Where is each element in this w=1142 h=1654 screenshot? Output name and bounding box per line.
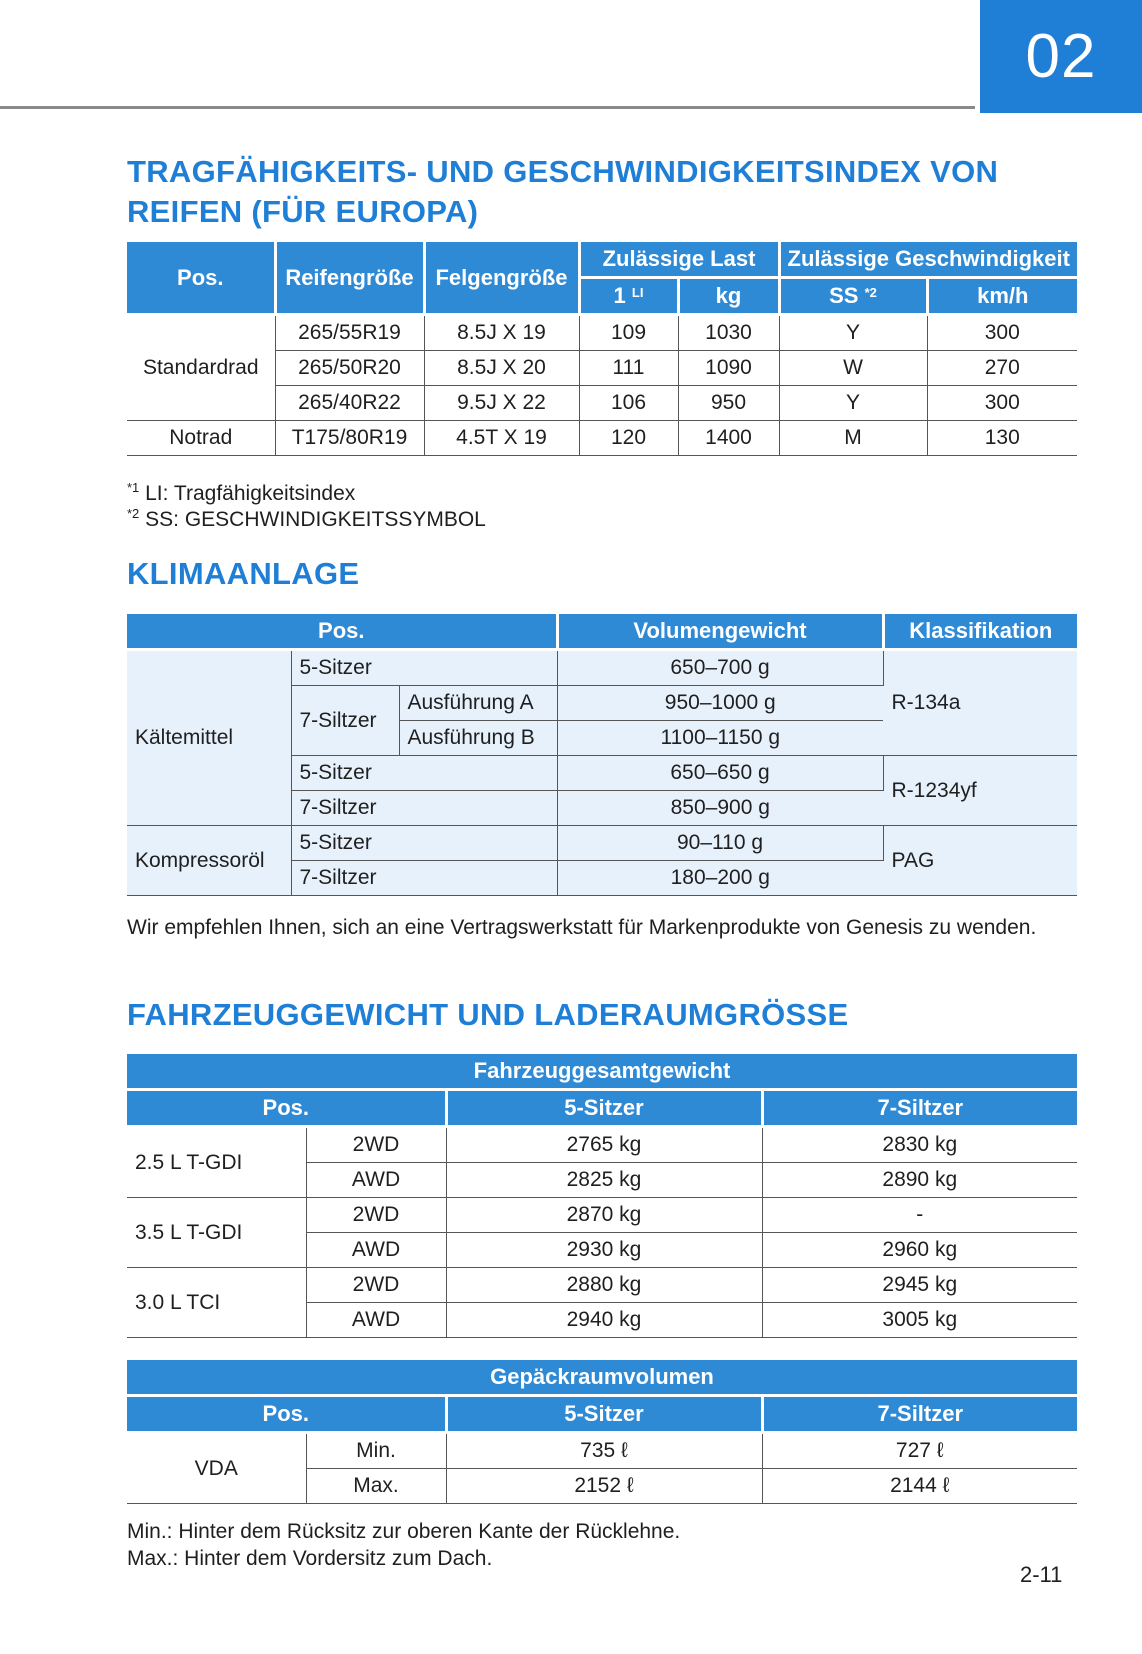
header-seat-5: 5-Sitzer <box>446 1090 762 1127</box>
speed-kmh: 130 <box>927 421 1077 456</box>
header-seat-5: 5-Sitzer <box>446 1396 762 1433</box>
volume-value: 650–650 g <box>557 756 883 791</box>
header-pos: Pos. <box>127 1396 446 1433</box>
load-kg: 1030 <box>678 315 779 351</box>
seat-5: 5-Sitzer <box>291 756 557 791</box>
rim-size: 8.5J X 20 <box>424 351 579 386</box>
table-row <box>127 826 1077 861</box>
speed-kmh: 270 <box>927 351 1077 386</box>
header-li: 1 $^{LI}$ <box>579 278 678 315</box>
volume-value: 90–110 g <box>557 826 883 861</box>
header-pos: Pos. <box>127 242 275 315</box>
weight-7-seater: 3005 kg <box>762 1303 1077 1338</box>
rim-size: 8.5J X 19 <box>424 315 579 351</box>
table-row <box>127 1268 1077 1303</box>
volume-value: 850–900 g <box>557 791 883 826</box>
refrigerant-label: Kältemittel <box>127 650 291 826</box>
header-kmh: km/h <box>927 278 1077 315</box>
weight-7-seater: - <box>762 1198 1077 1233</box>
table-row <box>127 1127 1077 1163</box>
version-b: Ausführung B <box>399 721 557 756</box>
recommendation-text: Wir empfehlen Ihnen, sich an eine Vertragswerkstatt für Markenprodukte von Genesis zu wenden. <box>127 916 1037 939</box>
header-ss: SS $^{*2}$ <box>779 278 927 315</box>
seat-7: 7-Siltzer <box>291 791 557 826</box>
seat-5: 5-Sitzer <box>291 650 557 686</box>
load-index: 106 <box>579 386 678 421</box>
weight-caption: Fahrzeuggesamtgewicht <box>127 1054 1077 1090</box>
header-volume: Volumengewicht <box>557 614 883 650</box>
class-value: R-1234yf <box>883 756 1077 826</box>
tire-size: 265/50R20 <box>275 351 424 386</box>
tire-size: T175/80R19 <box>275 421 424 456</box>
load-kg: 1400 <box>678 421 779 456</box>
engine-label: 2.5 L T-GDI <box>127 1127 306 1198</box>
drive-type: AWD <box>306 1163 446 1198</box>
volume-7-seater: 2144 ℓ <box>762 1469 1077 1504</box>
volume-type: Min. <box>306 1433 446 1469</box>
tire-size: 265/40R22 <box>275 386 424 421</box>
load-index: 109 <box>579 315 678 351</box>
header-load: Zulässige Last <box>579 242 779 278</box>
load-index: 111 <box>579 351 678 386</box>
group-standard: Standardrad <box>127 315 275 421</box>
version-a: Ausführung A <box>399 686 557 721</box>
drive-type: 2WD <box>306 1268 446 1303</box>
weight-7-seater: 2945 kg <box>762 1268 1077 1303</box>
weight-5-seater: 2880 kg <box>446 1268 762 1303</box>
load-kg: 1090 <box>678 351 779 386</box>
table-row <box>127 421 1077 456</box>
vehicle-weight-title: FAHRZEUGGEWICHT UND LADERAUMGRÖSSE <box>127 997 849 1032</box>
volume-value: 650–700 g <box>557 650 883 686</box>
air-conditioning-title: KLIMAANLAGE <box>127 556 360 591</box>
compressor-oil-label: Kompressoröl <box>127 826 291 896</box>
volume-value: 1100–1150 g <box>557 721 883 756</box>
header-rim-size: Felgengröße <box>424 242 579 315</box>
header-seat-7: 7-Siltzer <box>762 1396 1077 1433</box>
method-label: VDA <box>127 1433 306 1504</box>
volume-type: Max. <box>306 1469 446 1504</box>
load-index: 120 <box>579 421 678 456</box>
header-pos: Pos. <box>127 1090 446 1127</box>
table-row <box>127 1433 1077 1469</box>
table-row <box>127 650 1077 686</box>
volume-7-seater: 727 ℓ <box>762 1433 1077 1469</box>
luggage-caption: Gepäckraumvolumen <box>127 1360 1077 1396</box>
rim-size: 9.5J X 22 <box>424 386 579 421</box>
tire-size: 265/55R19 <box>275 315 424 351</box>
weight-5-seater: 2870 kg <box>446 1198 762 1233</box>
footnote-ss: $^{*2}$ SS: GESCHWINDIGKEITSSYMBOL <box>127 506 486 531</box>
header-class: Klassifikation <box>883 614 1077 650</box>
engine-label: 3.5 L T-GDI <box>127 1198 306 1268</box>
drive-type: 2WD <box>306 1127 446 1163</box>
chapter-number: 02 <box>980 0 1142 113</box>
volume-5-seater: 2152 ℓ <box>446 1469 762 1504</box>
weight-7-seater: 2890 kg <box>762 1163 1077 1198</box>
speed-symbol: Y <box>779 386 927 421</box>
engine-label: 3.0 L TCI <box>127 1268 306 1338</box>
seat-7: 7-Siltzer <box>291 861 557 896</box>
header-kg: kg <box>678 278 779 315</box>
load-kg: 950 <box>678 386 779 421</box>
min-note: Min.: Hinter dem Rücksitz zur oberen Kante der Rücklehne. <box>127 1520 681 1543</box>
drive-type: AWD <box>306 1303 446 1338</box>
speed-kmh: 300 <box>927 386 1077 421</box>
max-note: Max.: Hinter dem Vordersitz zum Dach. <box>127 1547 493 1570</box>
class-value: PAG <box>883 826 1077 896</box>
seat-7: 7-Siltzer <box>291 686 399 756</box>
header-seat-7: 7-Siltzer <box>762 1090 1077 1127</box>
speed-kmh: 300 <box>927 315 1077 351</box>
weight-5-seater: 2765 kg <box>446 1127 762 1163</box>
weight-7-seater: 2830 kg <box>762 1127 1077 1163</box>
group-spare: Notrad <box>127 421 275 456</box>
speed-symbol: W <box>779 351 927 386</box>
speed-symbol: Y <box>779 315 927 351</box>
volume-value: 950–1000 g <box>557 686 883 721</box>
header-speed: Zulässige Geschwindigkeit <box>779 242 1077 278</box>
header-tire-size: Reifengröße <box>275 242 424 315</box>
weight-5-seater: 2940 kg <box>446 1303 762 1338</box>
header-rule <box>0 106 975 109</box>
drive-type: AWD <box>306 1233 446 1268</box>
page-number: 2-11 <box>1020 1562 1063 1587</box>
luggage-volume-table <box>127 1360 1077 1504</box>
volume-value: 180–200 g <box>557 861 883 896</box>
footnote-li: $^{*1}$ LI: Tragfähigkeitsindex <box>127 480 356 505</box>
table-row <box>127 1198 1077 1233</box>
tire-index-table <box>127 242 1077 456</box>
vehicle-weight-table <box>127 1054 1077 1338</box>
speed-symbol: M <box>779 421 927 456</box>
air-conditioning-table <box>127 614 1077 896</box>
drive-type: 2WD <box>306 1198 446 1233</box>
tire-index-title: TRAGFÄHIGKEITS- UND GESCHWINDIGKEITSINDEX VON REIFEN (FÜR EUROPA) <box>127 154 999 229</box>
seat-5: 5-Sitzer <box>291 826 557 861</box>
table-row <box>127 315 1077 351</box>
weight-5-seater: 2825 kg <box>446 1163 762 1198</box>
header-pos: Pos. <box>127 614 557 650</box>
weight-7-seater: 2960 kg <box>762 1233 1077 1268</box>
class-value: R-134a <box>883 650 1077 756</box>
weight-5-seater: 2930 kg <box>446 1233 762 1268</box>
rim-size: 4.5T X 19 <box>424 421 579 456</box>
volume-5-seater: 735 ℓ <box>446 1433 762 1469</box>
